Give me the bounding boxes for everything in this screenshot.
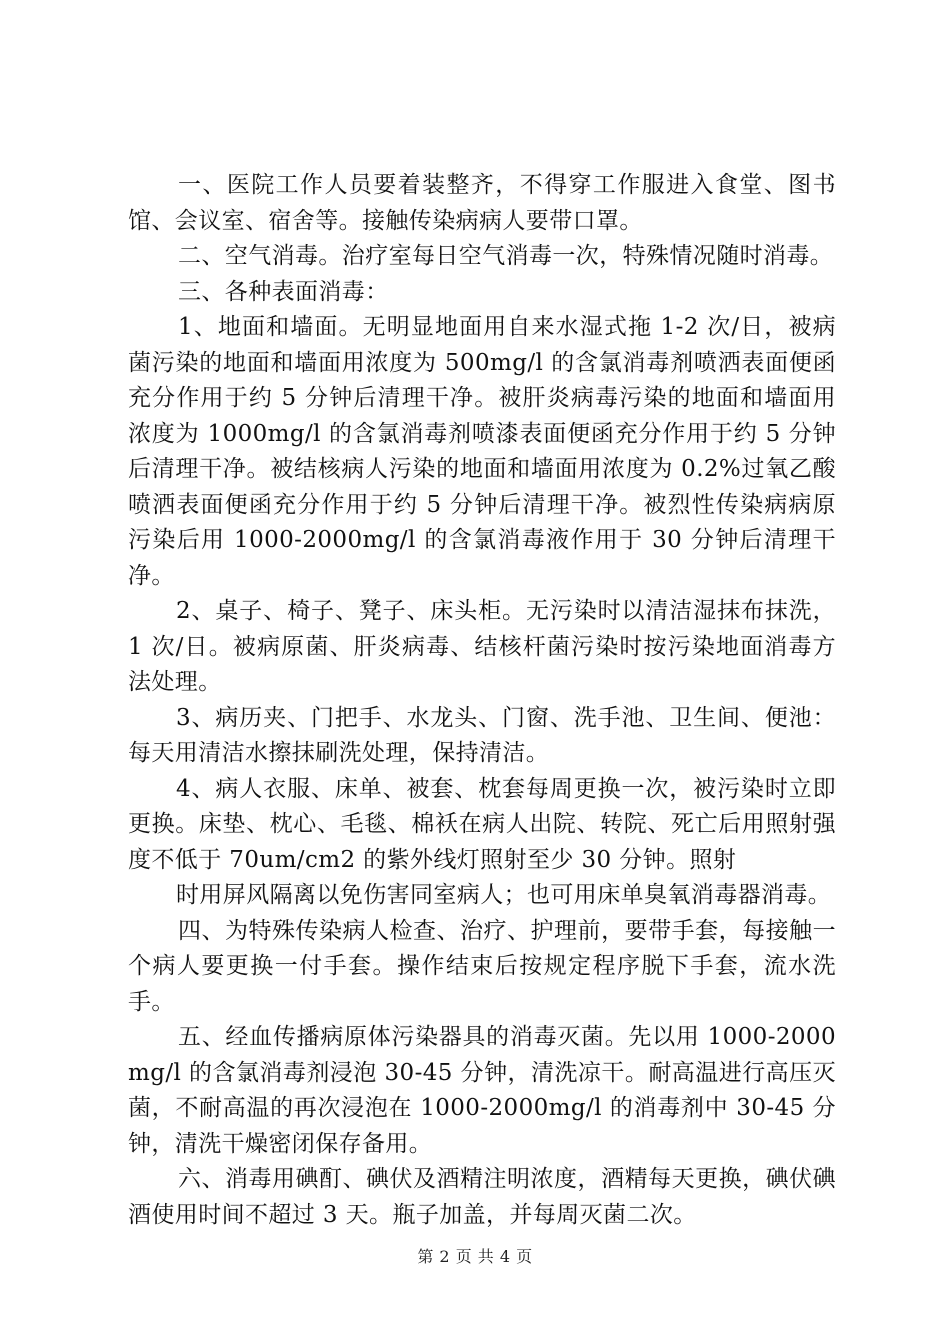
page-number-footer: 第 2 页 共 4 页: [417, 1247, 533, 1266]
paragraph-floor-and-wall: 1、地面和墙面。无明显地面用自来水湿式拖 1-2 次/日，被病菌污染的地面和墙面用浓度为 500mg/l 的含氯消毒剂喷洒表面便函充分作用于约 5 分钟后清理干净。被肝炎病毒污染的地面和墙面用浓度为 1000mg/l 的含氯消毒剂喷漆表面便函充分作用于约 5 分钟后清理干净。被结核病人污染的地面和墙面用浓度为 0.2%过氧乙酸喷洒表面便函充分作用于约 5 分钟后清理干净。被烈性传染病病原污染后用 1000-2000mg/l 的含氯消毒液作用于 30 分钟后清理干净。: [128, 314, 836, 589]
paragraph-fixtures: 3、病历夹、门把手、水龙头、门窗、洗手池、卫生间、便池：每天用清洁水擦抹刷洗处理，保持清洁。: [128, 704, 836, 766]
paragraph-gloves: 四、为特殊传染病人检查、治疗、护理前，要带手套，每接触一个病人要更换一付手套。操作结束后按规定程序脱下手套，流水洗手。: [128, 917, 836, 1015]
document-body: [128, 168, 836, 1233]
paragraph-air-disinfection: 二、空气消毒。治疗室每日空气消毒一次，特殊情况随时消毒。: [178, 243, 834, 269]
paragraph-furniture: 2、桌子、椅子、凳子、床头柜。无污染时以清洁湿抹布抹洗，1 次/日。被病原菌、肝炎病毒、结核杆菌污染时按污染地面消毒方法处理。: [128, 598, 836, 695]
paragraph-blood-borne-instruments: 五、经血传播病原体污染器具的消毒灭菌。先以用 1000-2000mg/l 的含氯消毒剂浸泡 30-45 分钟，清洗凉干。耐高温进行高压灭菌，不耐高温的再次浸泡在 1000-2000mg/l 的消毒剂中 30-45 分钟，清洗干燥密闭保存备用。: [128, 1024, 836, 1157]
paragraph-screen-isolation: 时用屏风隔离以免伤害同室病人；也可用床单臭氧消毒器消毒。: [176, 882, 832, 908]
paragraph-iodine-alcohol: 六、消毒用碘酊、碘伏及酒精注明浓度，酒精每天更换，碘伏碘酒使用时间不超过 3 天。瓶子加盖，并每周灭菌二次。: [128, 1166, 836, 1228]
paragraph-bedding: 4、病人衣服、床单、被套、枕套每周更换一次，被污染时立即更换。床垫、枕心、毛毯、棉袄在病人出院、转院、死亡后用照射强度不低于 70um/cm2 的紫外线灯照射至少 30 分钟。照射: [128, 775, 836, 873]
paragraph-staff-attire: 一、医院工作人员要着装整齐，不得穿工作服进入食堂、图书馆、会议室、宿舍等。接触传染病病人要带口罩。: [128, 172, 836, 234]
paragraph-surface-disinfection-heading: 三、各种表面消毒：: [178, 278, 389, 305]
